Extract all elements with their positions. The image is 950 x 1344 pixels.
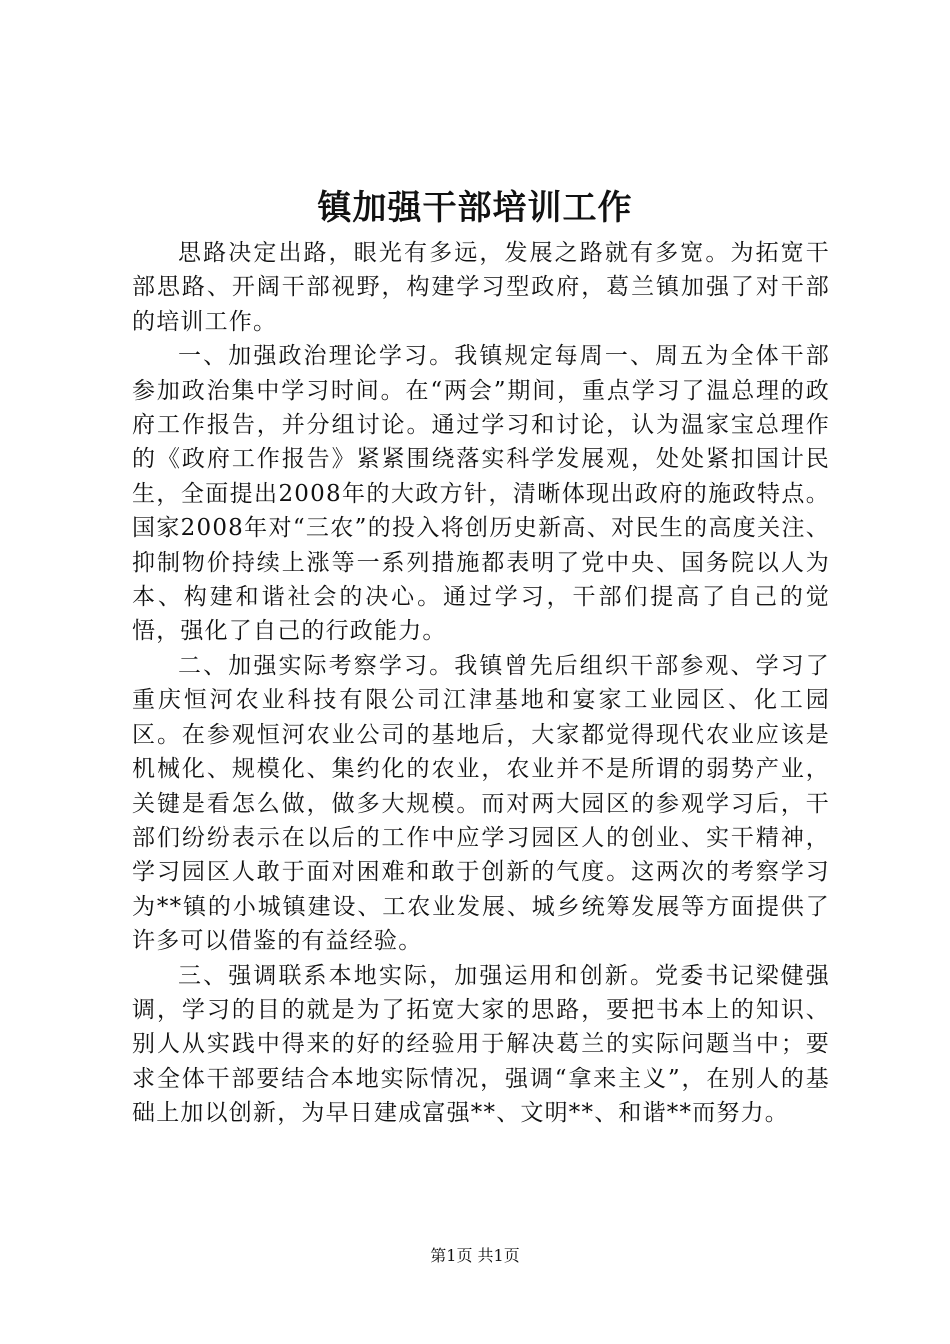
document-title: 镇加强干部培训工作 <box>317 188 633 228</box>
page-number-footer: 第1页 共1页 <box>430 1246 520 1265</box>
paragraph-field-study: 二、加强实际考察学习。我镇曾先后组织干部参观、学习了重庆恒河农业科技有限公司江津基地和宴家工业园区、化工园区。在参观恒河农业公司的基地后，大家都觉得现代农业应该是机械化、规模化、集约化的农业，农业并不是所谓的弱势产业，关键是看怎么做，做多大规模。而对两大园区的参观学习后，干部们纷纷表示在以后的工作中应学习园区人的创业、实干精神，学习园区人敢于面对困难和敢于创新的气度。这两次的考察学习为**镇的小城镇建设、工农业发展、城乡统筹发展等方面提供了许多可以借鉴的有益经验。 <box>132 652 830 955</box>
paragraph-political-study: 一、加强政治理论学习。我镇规定每周一、周五为全体干部参加政治集中学习时间。在“两会”期间，重点学习了温总理的政府工作报告，并分组讨论。通过学习和讨论，认为温家宝总理作的《政府工作报告》紧紧围绕落实科学发展观，处处紧扣国计民生，全面提出2008年的大政方针，清晰体现出政府的施政特点。国家2008年对“三农”的投入将创历史新高、对民生的高度关注、抑制物价持续上涨等一系列措施都表明了党中央、国务院以人为本、构建和谐社会的决心。通过学习，干部们提高了自己的觉悟，强化了自己的行政能力。 <box>132 343 830 645</box>
paragraph-intro: 思路决定出路，眼光有多远，发展之路就有多宽。为拓宽干部思路、开阔干部视野，构建学习型政府，葛兰镇加强了对干部的培训工作。 <box>132 240 830 335</box>
paragraph-application-innovation: 三、强调联系本地实际，加强运用和创新。党委书记梁健强调，学习的目的就是为了拓宽大家的思路，要把书本上的知识、别人从实践中得来的好的经验用于解决葛兰的实际问题当中；要求全体干部要结合本地实际情况，强调“拿来主义”，在别人的基础上加以创新，为早日建成富强**、文明**、和谐**而努力。 <box>132 962 830 1127</box>
document-body <box>132 236 830 1131</box>
